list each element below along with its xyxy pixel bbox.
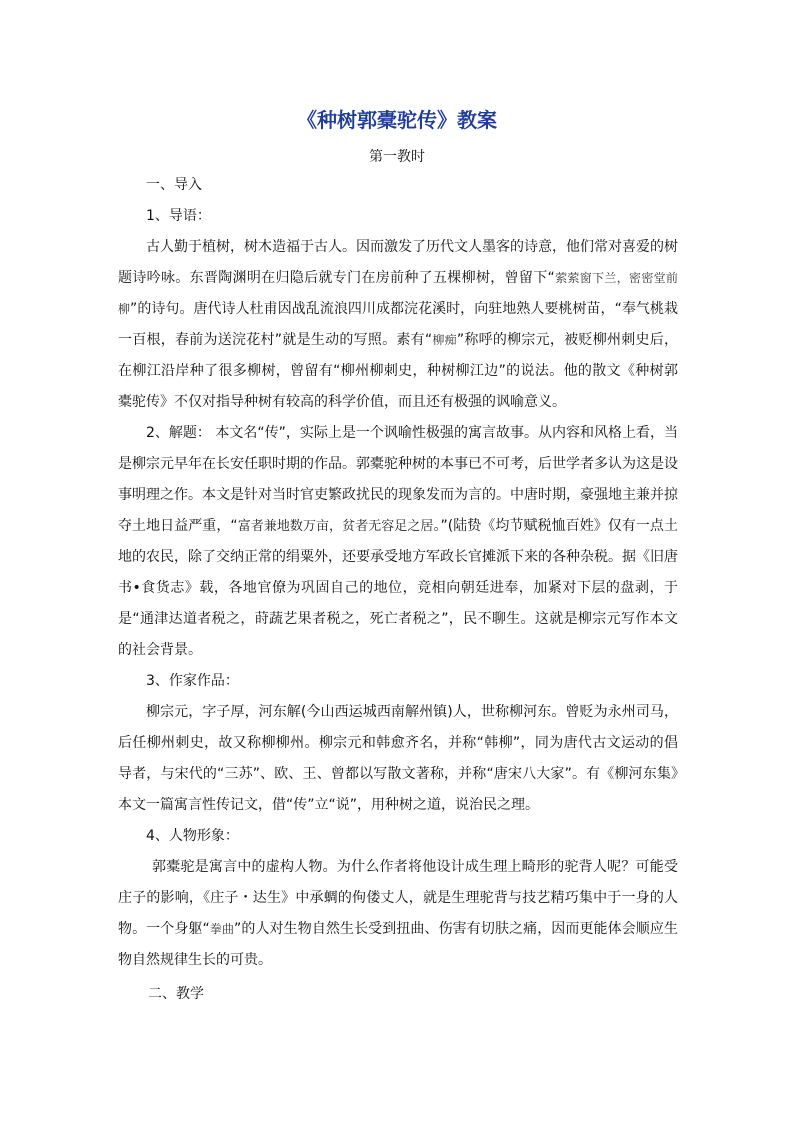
subsection-heading-lead: 1、导语：	[146, 208, 211, 224]
lesson-subtitle: 第一教时	[369, 149, 425, 165]
intro-paragraph	[118, 232, 678, 418]
explain-quote: 富者兼地数万亩，贫者无容足之居	[237, 519, 434, 534]
character-text-1: 郭橐驼是寓言中的虚构人物。为什么作者将他设计成生理上畸形的驼背人呢？可能受庄子的影响，《庄子・达生》中承蜩的佝偻丈人，就是生理驼背与技艺精巧集中于一身的人物。一个身躯“	[118, 859, 678, 937]
intro-quote-nickname: 柳痴	[432, 333, 457, 347]
subsection-heading-character: 4、人物形象：	[146, 828, 239, 844]
intro-text-3: ”称呼的柳宗元，被贬柳州刺史后，在柳江沿岸种了很多柳树，曾留有“柳州柳刺史，种树柳江边”的说法。他的散文《种树郭橐驼传》不仅对指导种树有较高的科学价值，而且还有极强的讽喻意义。	[118, 332, 678, 410]
explain-paragraph	[118, 418, 678, 666]
subsection-heading-author: 3、作家作品：	[146, 673, 239, 689]
character-paragraph	[118, 852, 678, 976]
explain-text-2: 。”(陆贽《均节赋税恤百姓》仅有一点土地的农民，除了交纳正常的绢粟外，还要承受地方军政长官摊派下来的各种杂税。据《旧唐书•食货志》载，各地官僚为巩固自己的地位，竞相向朝廷进奉，加紧对下层的盘剥，于是“通津达道者税之，莳蔬艺果者税之，死亡者税之”，民不聊生。这就是柳宗元写作本文的社会背景。	[118, 518, 678, 658]
document-title: 《种树郭橐驼传》教案	[297, 108, 497, 132]
intro-text-1: 古人勤于植树，树木造福于古人。因而激发了历代文人墨客的诗意，他们常对喜爱的树题诗吟咏。东晋陶渊明在归隐后就专门在房前种了五棵柳树，曾留下“	[118, 239, 678, 286]
intro-quote-poem: 萦萦窗下兰，密密堂前柳	[118, 271, 678, 316]
document-body	[118, 170, 697, 1010]
character-text-2: ”的人对生物自然生长受到扭曲、伤害有切肤之痛，因而更能体会顺应生物自然规律生长的可贵。	[118, 921, 678, 968]
character-quote: 拳曲	[209, 922, 235, 936]
section-heading-teaching: 二、教学	[148, 986, 204, 1002]
intro-text-2: ”的诗句。唐代诗人杜甫因战乱流浪四川成都浣花溪时，向驻地熟人要桃树苗，“奉气桃栽一百根，春前为送浣花村”就是生动的写照。素有“	[118, 301, 678, 348]
section-heading-intro: 一、导入	[146, 177, 202, 193]
explain-text-1: 2、解题： 本文名“传”，实际上是一个讽喻性极强的寓言故事。从内容和风格上看，当是柳宗元早年在长安任职时期的作品。郭橐驼种树的本事已不可考，后世学者多认为这是设事明理之作。本文是针对当时官吏繁政扰民的现象发而为言的。中唐时期，豪强地主兼并掠夺土地日益严重，“	[118, 425, 678, 534]
author-paragraph: 柳宗元，字子厚，河东解(今山西运城西南解州镇)人，世称柳河东。曾贬为永州司马，后任柳州刺史，故又称柳柳州。柳宗元和韩愈齐名，并称“韩柳”，同为唐代古文运动的倡导者，与宋代的“三苏”、欧、王、曾都以写散文著称，并称“唐宋八大家”。有《柳河东集》 本文一篇寓言性传记文，借“传”立“说”，用种树之道，说治民之理。	[118, 704, 697, 813]
